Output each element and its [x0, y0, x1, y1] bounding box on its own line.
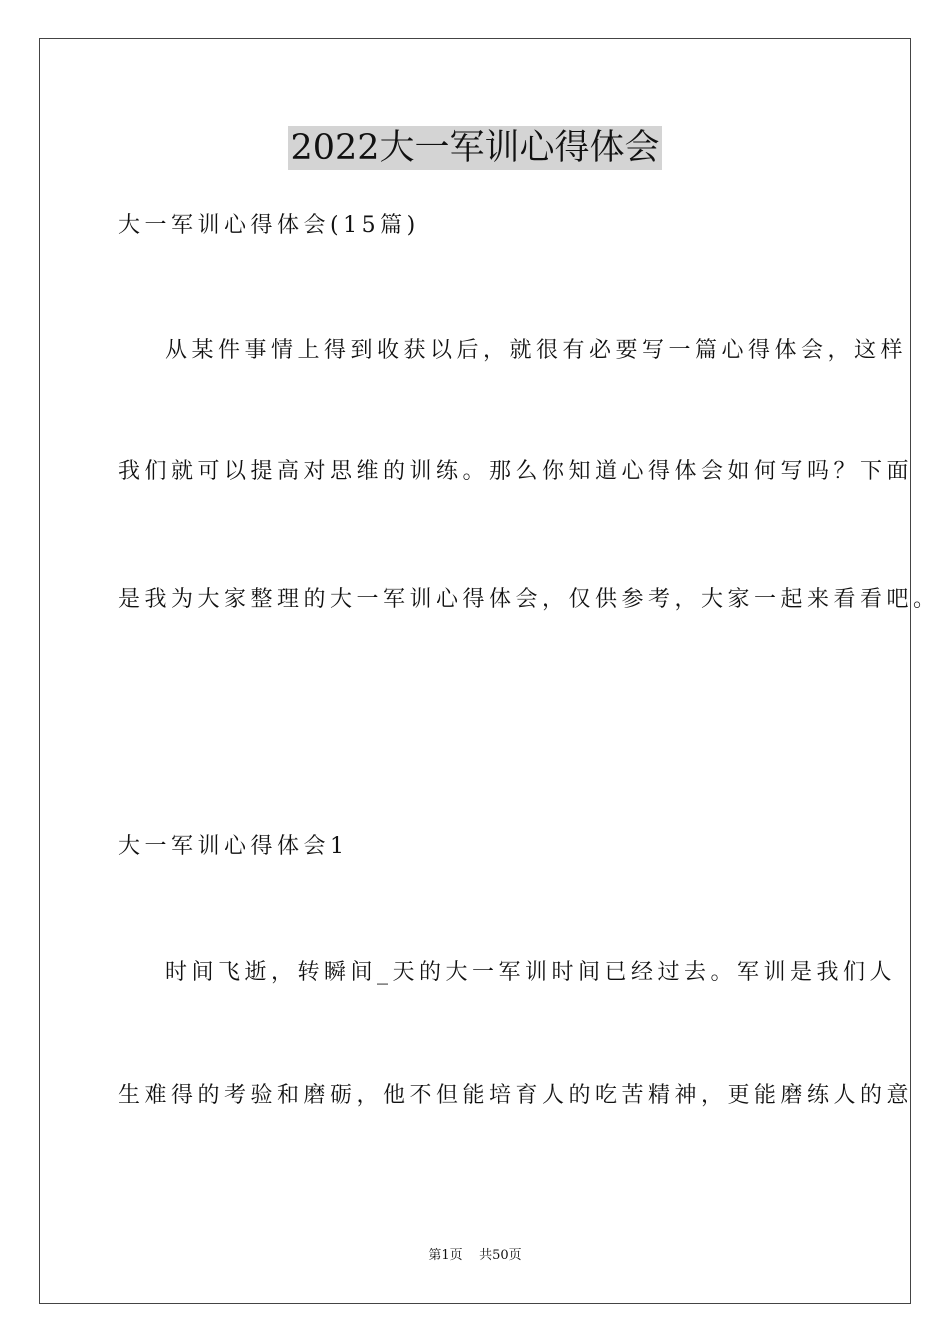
section-paragraph-line-1: 时间飞逝，转瞬间_天的大一军训时间已经过去。军训是我们人	[165, 960, 897, 985]
page-number-footer: 第1页 共50页	[428, 1248, 522, 1263]
title-container	[0, 126, 950, 170]
document-title: 2022大一军训心得体会	[290, 128, 660, 168]
section-heading: 大一军训心得体会1	[118, 834, 349, 859]
intro-paragraph-line-3: 是我为大家整理的大一军训心得体会，仅供参考，大家一起来看看吧。	[118, 587, 940, 612]
document-subtitle: 大一军训心得体会(15篇)	[118, 213, 420, 238]
intro-paragraph-line-1: 从某件事情上得到收获以后，就很有必要写一篇心得体会，这样	[165, 338, 908, 363]
intro-paragraph-line-2: 我们就可以提高对思维的训练。那么你知道心得体会如何写吗？下面	[118, 459, 914, 484]
section-paragraph-line-2: 生难得的考验和磨砺，他不但能培育人的吃苦精神，更能磨练人的意	[118, 1083, 914, 1108]
